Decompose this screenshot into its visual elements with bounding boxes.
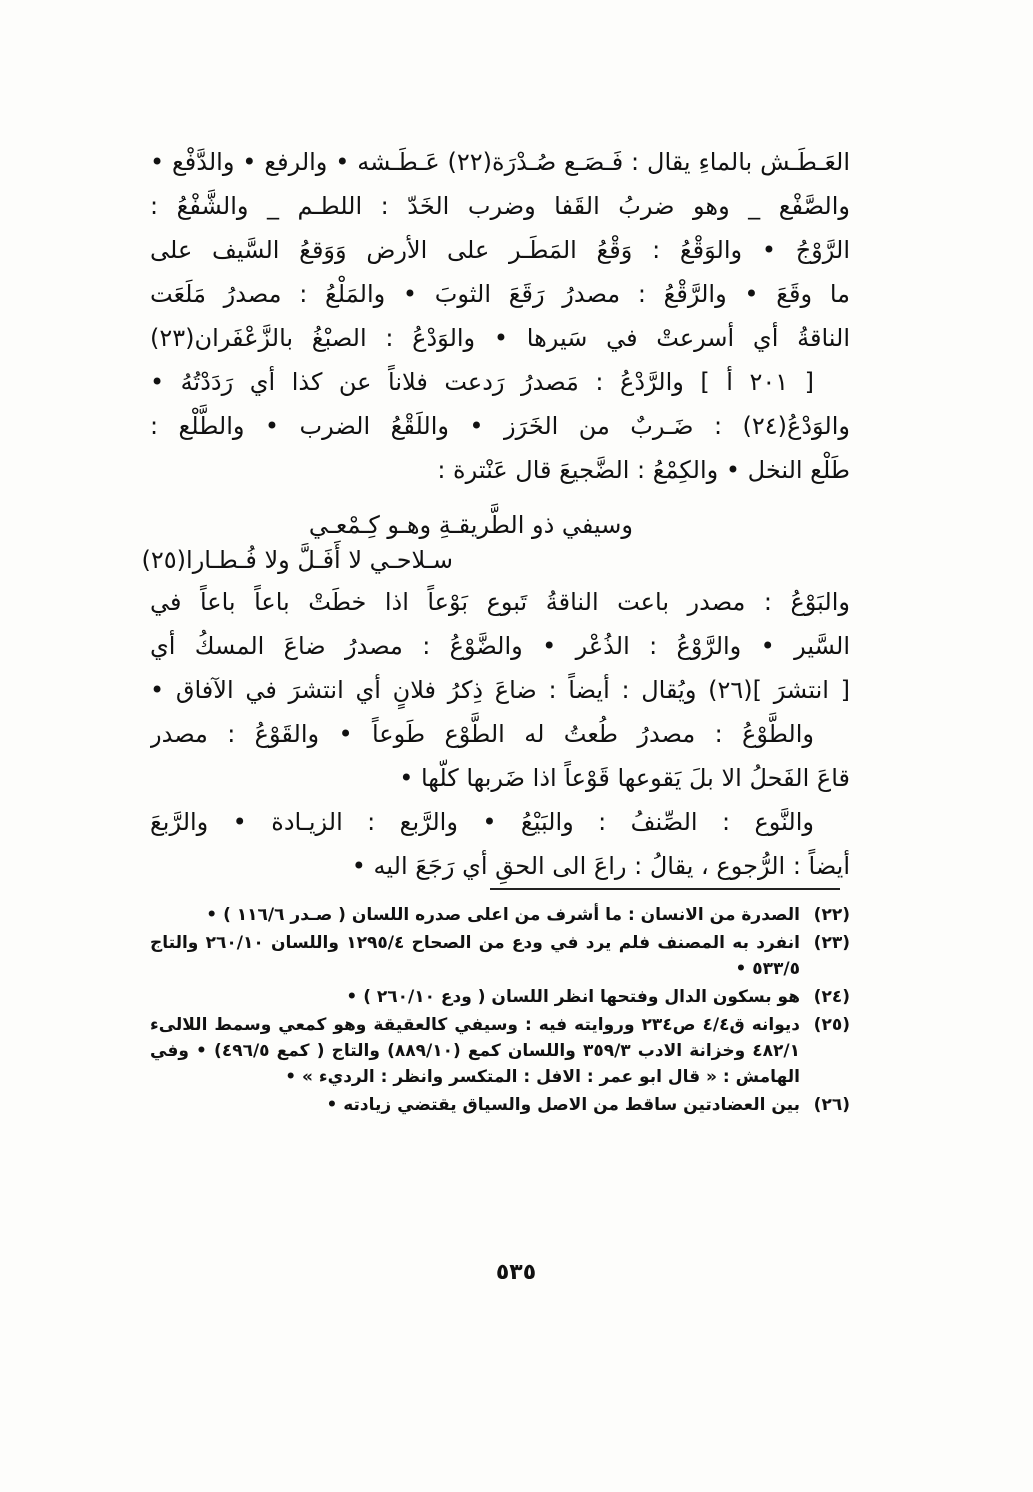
text-line: والوَدْعُ(٢٤) : ضَـربٌ من الخَرَز • واللَقْعُ الضرب • والطَّلْع : <box>150 412 850 440</box>
text-line: الرَّوْجُ • والوَقْعُ : وَقْعُ المَطَـر على الأرض وَوَقعُ السَّيف على <box>150 236 850 264</box>
footnote-number: (٢٢) <box>813 905 850 925</box>
text-line: ما وقَعَ • والرَّقْعُ : مصدرُ رَقَعَ الثوبَ • والمَلْعُ : مصدرُ مَلَعَت <box>150 280 850 308</box>
main-text-block-2 <box>150 580 850 888</box>
verse-line-1: وسيفي ذو الطَّريقـةِ وهـو كِـمْعـي <box>308 511 633 539</box>
text-line: [ ٢٠١ أ ] والرَّدْعُ : مَصدرُ رَدعت فلاناً عن كذا أي رَدَدْتُهُ • <box>150 368 814 396</box>
footnote-text: الصدرة من الانسان : ما أشرف من اعلى صدره اللسان ( صـدر ١١٦/٦ ) • <box>206 905 800 925</box>
text-line: طَلْع النخل • والكِمْعُ : الضَّجيعَ قال عَنْترة : <box>437 456 850 484</box>
footnote <box>150 1012 850 1090</box>
footnote <box>150 902 850 928</box>
footnote-separator <box>490 888 840 890</box>
text-line: والصَّفْع _ وهو ضربُ القَفا وضرب الخَدّ : اللطـم _ والشَّفْعُ : <box>150 192 850 220</box>
footnote-text: ديوانه ق٤/٤ ص٢٣٤ وروايته فيه : وسيفي كالعقيقة وهو كمعي وسمط اللالىء ٤٨٢/١ وخزانة الادب ٣٥٩/٣ واللسان كمع (٨٨٩/١٠) والتاج ( كمع ٤٩٦/٥) • وفي الهامش : « قال ابو عمر : الافل : المتكسر وانظر : الرديء » • <box>150 1015 800 1087</box>
text-line: قاعَ الفَحلُ الا بلَ يَقوعها قَوْعاً اذا ضَربها كلّها • <box>399 764 850 792</box>
text-line: السَّير • والرَّوْعُ : الذُعْر • والضَّوْعُ : مصدرُ ضاعَ المسكُ أي <box>150 632 850 660</box>
main-text-block <box>150 140 850 492</box>
text-line: أيضاً : الرُّجوع ، يقالُ : راعَ الى الحقِ أي رَجَعَ اليه • <box>351 852 850 880</box>
footnote-text: هو بسكون الدال وفتحها انظر اللسان ( ودع ٢٦٠/١٠ ) • <box>346 987 800 1007</box>
footnote <box>150 1092 850 1118</box>
footnote <box>150 984 850 1010</box>
footnote <box>150 930 850 982</box>
footnote-number: (٢٣) <box>813 933 850 953</box>
text-line: الناقةُ أي أسرعتْ في سَيرها • والوَدْعُ : الصبْغُ بالزَّعْفَران(٢٣) <box>150 324 850 352</box>
footnotes <box>150 902 850 1120</box>
text-line: والبَوْعُ : مصدر باعت الناقةُ تَبوع بَوْعاً اذا خطَتْ باعاً باعاً في <box>150 588 850 616</box>
footnote-number: (٢٦) <box>813 1095 850 1115</box>
text-line: [ انتشرَ ](٢٦) ويُقال : أيضاً : ضاعَ ذِكرُ فلانٍ أي انتشرَ في الآفاق • <box>150 676 850 704</box>
text-line: والطَّوْعُ : مصدرُ طُعتُ له الطَّوْع طَوعاً • والقَوْعُ : مصدر <box>150 720 814 748</box>
text-line: العَـطَـش بالماءِ يقال : فَـصَـع صُـدْرَة(٢٢) عَـطَـشه • والرفع • والدَّفْع • <box>150 148 850 176</box>
text-line: والنَّوع : الصِّنفُ : والبَيْعُ • والرَّبع : الزيـادة • والرَّبعَ <box>150 808 814 836</box>
footnote-text: بين العضادتين ساقط من الاصل والسياق يقتضي زيادته • <box>326 1095 800 1115</box>
verse-line-2: سـلاحـي لا أَفَـلَّ ولا فُـطـارا(٢٥) <box>141 546 453 574</box>
footnote-number: (٢٥) <box>813 1015 850 1035</box>
footnote-text: انفرد به المصنف فلم يرد في ودع من الصحاح ١٢٩٥/٤ واللسان ٢٦٠/١٠ والتاج ٥٣٣/٥ • <box>150 933 800 979</box>
page-number: ٥٣٥ <box>495 1260 537 1285</box>
footnote-number: (٢٤) <box>813 987 850 1007</box>
